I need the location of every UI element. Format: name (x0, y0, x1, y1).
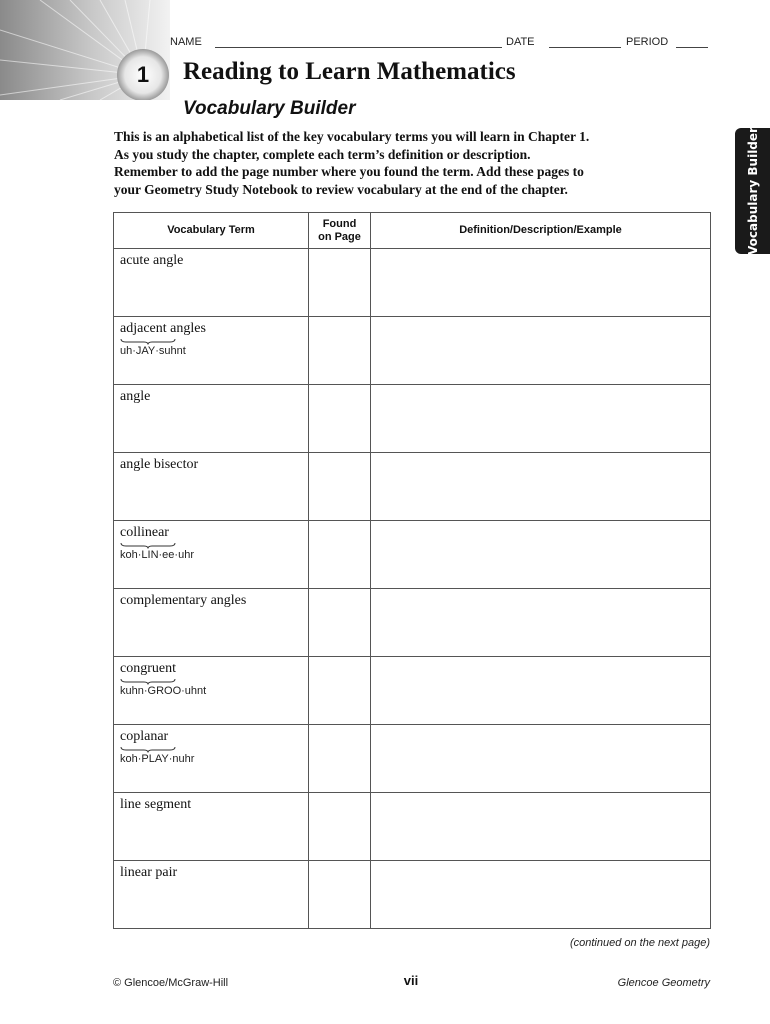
intro-line: Remember to add the page number where you found the term. Add these pages to (114, 164, 584, 179)
vocabulary-term: linear pair (120, 865, 178, 880)
intro-line: This is an alphabetical list of the key vocabulary terms you will learn in Chapter 1. (114, 129, 590, 144)
page-subtitle: Vocabulary Builder (183, 98, 356, 119)
term-cell (114, 657, 309, 725)
period-label: PERIOD (626, 36, 669, 48)
root-brace-icon (120, 746, 176, 753)
vocabulary-term: line segment (120, 797, 192, 812)
term-cell (114, 725, 309, 793)
period-field[interactable] (676, 47, 708, 48)
definition-cell[interactable] (371, 861, 711, 929)
vocabulary-term: collinear (120, 525, 169, 540)
found-on-page-cell[interactable] (309, 861, 371, 929)
pronunciation: uh·JAY·suhnt (120, 345, 186, 357)
vocabulary-term: coplanar (120, 729, 169, 744)
column-header-found: Found on Page (309, 213, 371, 249)
found-on-page-cell[interactable] (309, 521, 371, 589)
table-row (114, 317, 711, 385)
found-on-page-cell[interactable] (309, 385, 371, 453)
table-header-row (114, 213, 711, 249)
root-brace-icon (120, 542, 176, 549)
column-header-term: Vocabulary Term (114, 213, 309, 249)
page-number: vii (403, 973, 419, 988)
term-cell (114, 453, 309, 521)
table-row (114, 657, 711, 725)
definition-cell[interactable] (371, 725, 711, 793)
definition-cell[interactable] (371, 317, 711, 385)
found-on-page-cell[interactable] (309, 589, 371, 657)
definition-cell[interactable] (371, 657, 711, 725)
table-row (114, 453, 711, 521)
root-brace-icon (120, 338, 176, 345)
root-brace-icon (120, 678, 176, 685)
table-row (114, 793, 711, 861)
term-cell (114, 521, 309, 589)
found-on-page-cell[interactable] (309, 453, 371, 521)
vocabulary-term: acute angle (120, 253, 184, 268)
definition-cell[interactable] (371, 385, 711, 453)
term-cell (114, 249, 309, 317)
vocabulary-term: angle (120, 389, 151, 404)
definition-cell[interactable] (371, 521, 711, 589)
copyright-text: © Glencoe/McGraw-Hill (113, 977, 229, 989)
pronunciation: koh·LIN·ee·uhr (120, 549, 194, 561)
term-cell (114, 589, 309, 657)
column-header-definition: Definition/Description/Example (371, 213, 711, 249)
table-row (114, 589, 711, 657)
vocabulary-term: angle bisector (120, 457, 199, 472)
term-cell (114, 385, 309, 453)
intro-line: your Geometry Study Notebook to review vocabulary at the end of the chapter. (114, 181, 568, 197)
intro-paragraph (114, 128, 714, 198)
definition-cell[interactable] (371, 453, 711, 521)
pronunciation: koh·PLAY·nuhr (120, 753, 195, 765)
chapter-number: 1 (136, 62, 150, 87)
pronunciation: kuhn·GROO·uhnt (120, 685, 207, 697)
student-info-line (170, 36, 710, 50)
table-row (114, 521, 711, 589)
term-cell (114, 317, 309, 385)
found-on-page-cell[interactable] (309, 317, 371, 385)
table-row (114, 725, 711, 793)
table-row (114, 861, 711, 929)
found-on-page-cell[interactable] (309, 793, 371, 861)
found-on-page-cell[interactable] (309, 249, 371, 317)
continued-note: (continued on the next page) (569, 937, 710, 949)
term-cell (114, 793, 309, 861)
table-row (114, 385, 711, 453)
vocabulary-term: complementary angles (120, 593, 247, 608)
found-on-page-cell[interactable] (309, 725, 371, 793)
vocabulary-term: congruent (120, 661, 176, 676)
page-title: Reading to Learn Mathematics (183, 58, 516, 85)
date-label: DATE (506, 36, 535, 48)
name-label: NAME (170, 36, 202, 48)
table-row (114, 249, 711, 317)
side-tab-label: Vocabulary Builder (745, 127, 760, 255)
book-title: Glencoe Geometry (617, 977, 710, 989)
side-tab (735, 128, 770, 254)
definition-cell[interactable] (371, 793, 711, 861)
name-field[interactable] (215, 47, 502, 48)
date-field[interactable] (549, 47, 621, 48)
found-on-page-cell[interactable] (309, 657, 371, 725)
intro-line: As you study the chapter, complete each term’s definition or description. (114, 146, 531, 162)
vocabulary-table (113, 212, 711, 929)
definition-cell[interactable] (371, 589, 711, 657)
term-cell (114, 861, 309, 929)
vocabulary-term: adjacent angles (120, 321, 206, 336)
definition-cell[interactable] (371, 249, 711, 317)
